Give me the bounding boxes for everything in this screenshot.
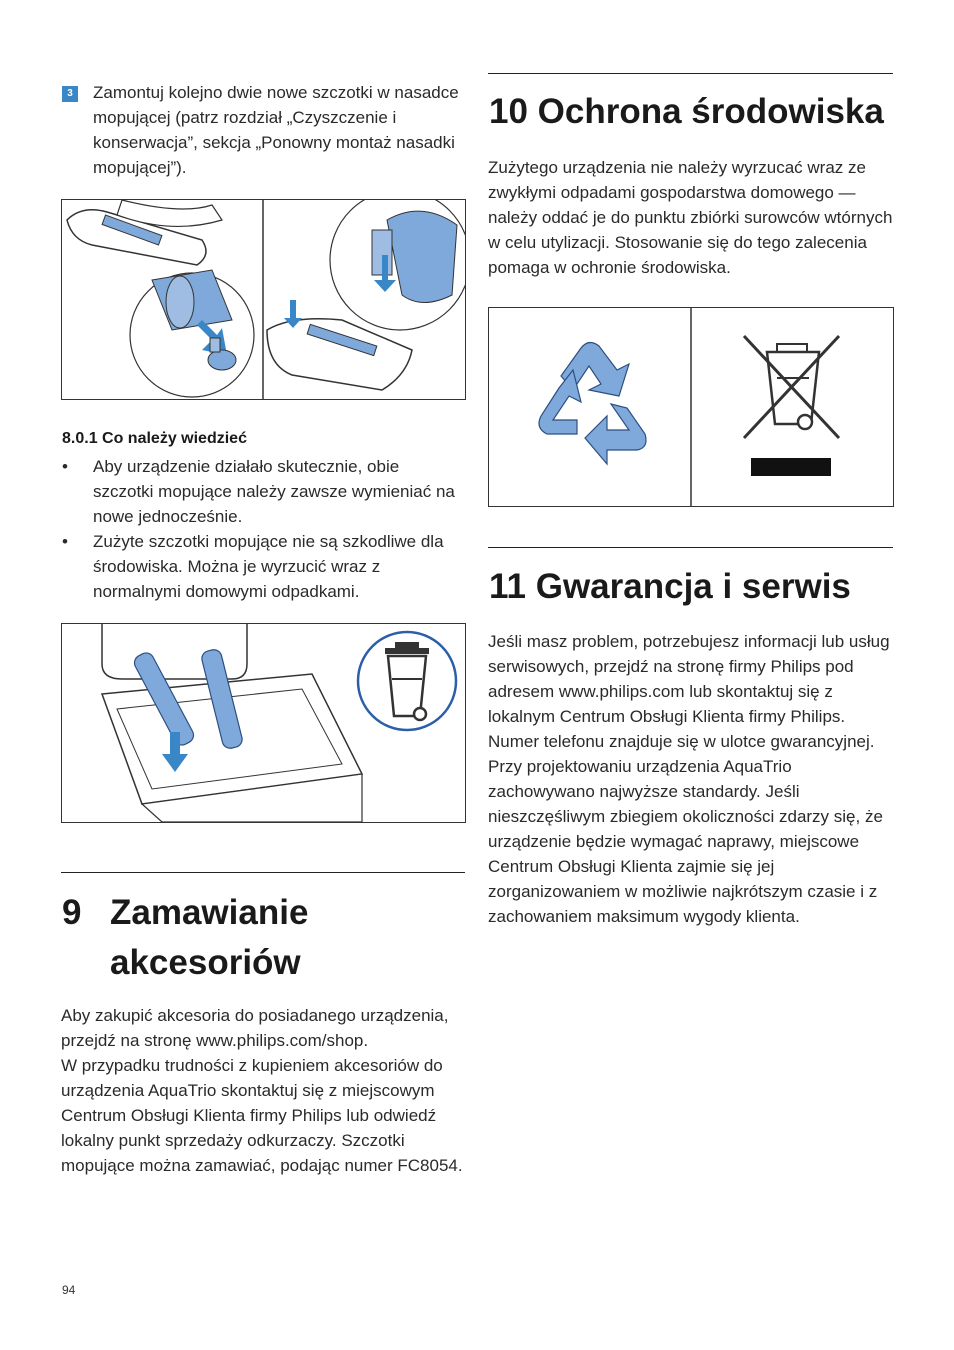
mop-nozzle-illustration-right: [267, 200, 465, 390]
section-9-heading: [62, 888, 308, 988]
crossed-out-bin-icon: [744, 336, 839, 476]
section-divider: [488, 73, 893, 74]
section-title-line2: akcesoriów: [110, 943, 301, 982]
bullet-item: • Zużyte szczotki mopujące nie są szkodliwe dla środowiska. Można je wyrzucić wraz z normalnymi domowymi odpadkami.: [62, 529, 462, 604]
section-divider: [488, 547, 893, 548]
environment-symbols-figure: [488, 307, 894, 507]
section-10-heading: 10 Ochrona środowiska: [489, 92, 884, 131]
section-10-body: Zużytego urządzenia nie należy wyrzucać wraz ze zwykłymi odpadami gospodarstwa domowego — należy oddać je do punktu zbiórki surowców wtórnych w celu utylizacji. Stosowanie się do tego zalecenia pomaga w ochronie środowiska.: [488, 158, 893, 277]
step-number-badge: 3: [62, 86, 78, 102]
section-9-body: Aby zakupić akcesoria do posiadanego urządzenia, przejdź na stronę www.philips.com/shop. W przypadku trudności z kupieniem akcesoriów do urządzenia AquaTrio skontaktuj się z miejscowym Centrum Obsługi Klienta firmy Philips lub odwiedź lokalny punkt sprzedaży odkurzaczy. Szczotki mopujące można zamawiać, podając numer FC8054.: [61, 1006, 463, 1175]
bin-icon: [358, 632, 456, 730]
page-number: 94: [62, 1283, 76, 1297]
bullet-item: • Aby urządzenie działało skutecznie, obie szczotki mopujące należy zawsze wymieniać na nowe jednocześnie.: [62, 454, 462, 529]
brush-disposal-figure: [61, 623, 466, 823]
section-number: 9: [62, 893, 82, 932]
section-11-heading: 11 Gwarancja i serwis: [489, 567, 851, 606]
info-bullet-list: [62, 454, 462, 604]
recycle-icon: [539, 342, 646, 464]
step-instruction: Zamontuj kolejno dwie nowe szczotki w nasadce mopującej (patrz rozdział „Czyszczenie i konserwacja”, sekcja „Ponowny montaż nasadki mopującej”).: [93, 83, 459, 177]
section-divider: [61, 872, 465, 873]
subsection-heading: 8.0.1 Co należy wiedzieć: [62, 430, 247, 447]
mop-nozzle-illustration-left: [67, 200, 254, 397]
section-11-body: Jeśli masz problem, potrzebujesz informacji lub usług serwisowych, przejdź na stronę firmy Philips pod adresem www.philips.com lub skontaktuj się z lokalnym Centrum Obsługi Klienta firmy Philips. Numer telefonu znajduje się w ulotce gwarancyjnej. Przy projektowaniu urządzenia AquaTrio zachowywano najwyższe standardy. Jeśli nieszczęśliwym zbiegiem okoliczności zdarzy się, że urządzenie będzie wymagać naprawy, miejscowe Centrum Obsługi Klienta zajmie się jej zorganizowaniem w możliwie najkrótszym czasie i z zachowaniem maksimum wygody klienta.: [488, 632, 890, 926]
brush-mounting-figure: [61, 199, 466, 400]
section-title-line1: Zamawianie: [110, 893, 309, 932]
